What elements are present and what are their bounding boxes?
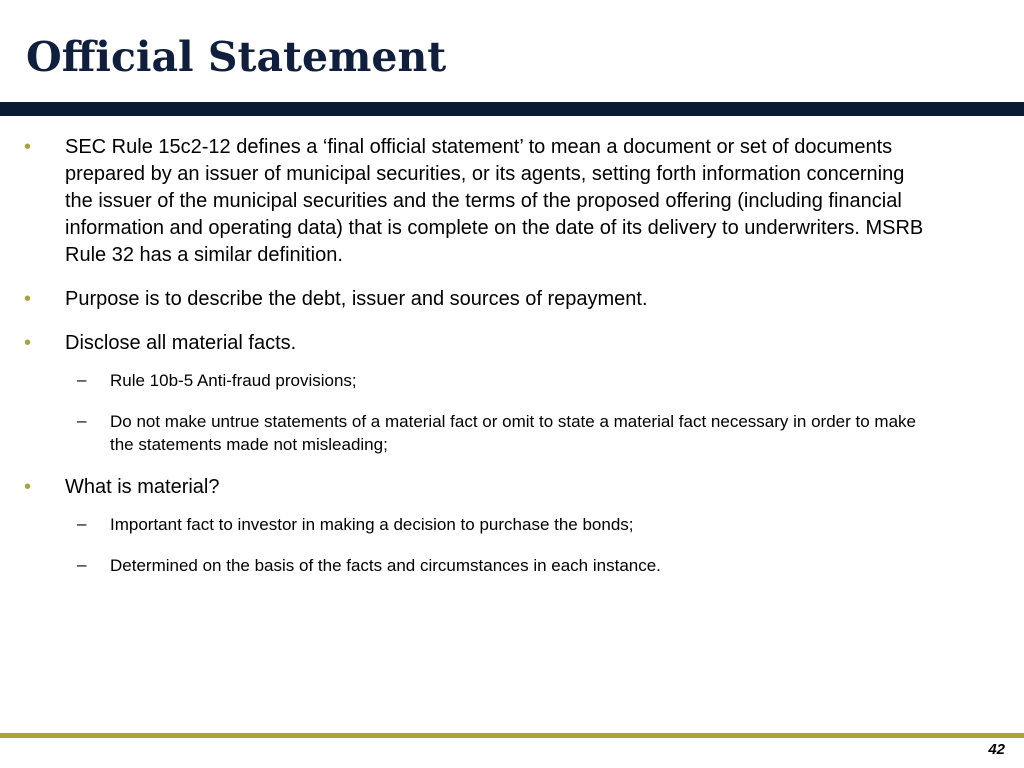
bullet-marker: •: [24, 288, 32, 310]
sub-bullet-marker: –: [77, 370, 87, 389]
footer-divider-line: [0, 733, 1024, 738]
bullet-text: What is material?: [65, 476, 220, 498]
sub-bullet-marker: –: [77, 555, 87, 574]
sub-bullet-text: Important fact to investor in making a decision to purchase the bonds;: [110, 515, 634, 534]
sub-bullet-text: Do not make untrue statements of a material fact or omit to state a material fact necessary in order to make the statements made not misleading;: [110, 412, 916, 454]
bullet-item: [0, 286, 1024, 313]
bullet-marker: •: [24, 476, 32, 498]
bullet-item: [0, 134, 1024, 269]
sub-bullet-item: [0, 369, 1024, 392]
sub-bullet-text: Determined on the basis of the facts and circumstances in each instance.: [110, 556, 661, 575]
sub-bullet-item: [0, 554, 1024, 577]
bullet-item: [0, 330, 1024, 357]
sub-list: [0, 513, 1024, 577]
slide-content: [0, 134, 1024, 595]
bullet-text: SEC Rule 15c2-12 defines a ‘final official statement’ to mean a document or set of documents prepared by an issuer of municipal securities, or its agents, setting forth information concerning the issuer of the municipal securities and the terms of the proposed offering (including financial information and operating data) that is complete on the date of its delivery to underwriters. MSRB Rule 32 has a similar definition.: [65, 136, 924, 266]
sub-bullet-text: Rule 10b-5 Anti-fraud provisions;: [110, 371, 357, 390]
sub-list: [0, 369, 1024, 456]
page-number: 42: [988, 741, 1005, 758]
bullet-marker: •: [24, 136, 32, 158]
sub-bullet-marker: –: [77, 411, 87, 430]
sub-bullet-marker: –: [77, 514, 87, 533]
bullet-text: Purpose is to describe the debt, issuer and sources of repayment.: [65, 288, 648, 310]
bullet-marker: •: [24, 332, 32, 354]
sub-bullet-item: [0, 410, 1024, 456]
sub-bullet-item: [0, 513, 1024, 536]
title-divider-bar: [0, 102, 1024, 116]
bullet-text: Disclose all material facts.: [65, 332, 297, 354]
slide-title: Official Statement: [26, 33, 447, 81]
bullet-item: [0, 474, 1024, 501]
